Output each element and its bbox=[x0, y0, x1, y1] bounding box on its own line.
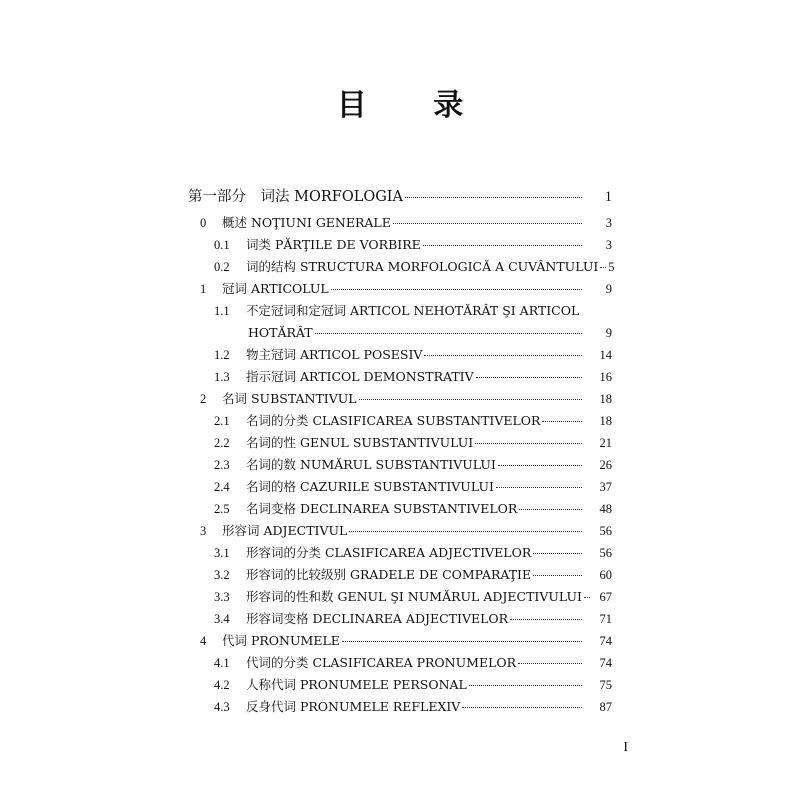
table-of-contents bbox=[0, 184, 800, 718]
toc-entry[interactable] bbox=[0, 278, 800, 300]
toc-entry-number: 1 bbox=[200, 282, 207, 296]
toc-dot-leader bbox=[331, 289, 582, 290]
toc-entry-label: 名词的格 CAZURILE SUBSTANTIVULUI bbox=[246, 479, 494, 494]
toc-entry-page: 74 bbox=[599, 634, 612, 648]
toc-dot-leader bbox=[405, 197, 582, 198]
toc-dot-leader bbox=[469, 685, 582, 686]
toc-entry-number: 2.2 bbox=[214, 436, 230, 450]
toc-entry-text bbox=[0, 432, 473, 454]
toc-entry[interactable] bbox=[0, 476, 800, 498]
toc-entry-page: 75 bbox=[599, 678, 612, 692]
toc-dot-leader bbox=[600, 267, 606, 268]
toc-entry-number: 1.2 bbox=[214, 348, 230, 362]
toc-entry-page: 56 bbox=[599, 524, 612, 538]
toc-entry-text bbox=[0, 520, 347, 542]
toc-entry-label: 概述 NOŢIUNI GENERALE bbox=[222, 215, 391, 230]
toc-entry-text bbox=[0, 586, 582, 608]
toc-dot-leader bbox=[315, 333, 582, 334]
toc-entry[interactable] bbox=[0, 432, 800, 454]
toc-dot-leader bbox=[533, 553, 582, 554]
page-title: 目 录 bbox=[336, 88, 492, 123]
toc-entry-page: 18 bbox=[599, 392, 612, 406]
toc-entry-label: 名词 SUBSTANTIVUL bbox=[222, 391, 357, 406]
toc-entry[interactable] bbox=[0, 542, 800, 564]
toc-entry-text bbox=[0, 454, 496, 476]
toc-dot-leader bbox=[498, 465, 582, 466]
toc-entry-page: 67 bbox=[599, 590, 612, 604]
toc-dot-leader bbox=[342, 641, 582, 642]
toc-dot-leader bbox=[393, 223, 582, 224]
toc-entry-text bbox=[0, 674, 467, 696]
toc-entry-number: 0.1 bbox=[214, 238, 230, 252]
toc-entry-page: 9 bbox=[605, 326, 612, 340]
toc-entry-label: 名词的数 NUMĂRUL SUBSTANTIVULUI bbox=[246, 457, 496, 472]
toc-entry-page: 1 bbox=[604, 189, 612, 205]
toc-dot-leader bbox=[584, 597, 590, 598]
toc-entry-number: 2.3 bbox=[214, 458, 230, 472]
toc-dot-leader bbox=[359, 399, 582, 400]
toc-entry-text bbox=[0, 212, 391, 234]
toc-entry-label: HOTĂRÂT bbox=[248, 325, 313, 340]
toc-entry-label: 词类 PĂRŢILE DE VORBIRE bbox=[246, 237, 421, 252]
toc-entry[interactable] bbox=[0, 212, 800, 234]
toc-entry[interactable] bbox=[0, 608, 800, 630]
toc-entry-label: 冠词 ARTICOLUL bbox=[222, 281, 329, 296]
toc-entry-text bbox=[0, 300, 579, 322]
toc-entry[interactable] bbox=[0, 498, 800, 520]
toc-entry-text bbox=[0, 498, 517, 520]
toc-entry-label: 代词 PRONUMELE bbox=[222, 633, 340, 648]
toc-dot-leader bbox=[533, 575, 582, 576]
toc-entry-text bbox=[0, 278, 329, 300]
toc-entry-label: 形容词 ADJECTIVUL bbox=[222, 523, 348, 538]
toc-entry-number: 3.1 bbox=[214, 546, 230, 560]
toc-entry-page: 60 bbox=[599, 568, 612, 582]
toc-dot-leader bbox=[475, 443, 582, 444]
toc-entry-number: 2.1 bbox=[214, 414, 230, 428]
toc-entry-label: 名词的性 GENUL SUBSTANTIVULUI bbox=[246, 435, 474, 450]
toc-entry-label: 形容词的分类 CLASIFICAREA ADJECTIVELOR bbox=[246, 545, 532, 560]
toc-entry-label: 形容词变格 DECLINAREA ADJECTIVELOR bbox=[246, 611, 509, 626]
toc-entry-label: 形容词的比较级别 GRADELE DE COMPARAŢIE bbox=[246, 567, 532, 582]
toc-entry-page: 26 bbox=[599, 458, 612, 472]
toc-entry-text bbox=[0, 564, 531, 586]
toc-entry-number: 3.2 bbox=[214, 568, 230, 582]
toc-entry-text bbox=[0, 322, 313, 344]
toc-entry[interactable] bbox=[0, 630, 800, 652]
toc-entry[interactable] bbox=[0, 344, 800, 366]
toc-entry[interactable] bbox=[0, 366, 800, 388]
toc-entry-text bbox=[0, 652, 516, 674]
toc-dot-leader bbox=[423, 245, 582, 246]
toc-entry-page: 16 bbox=[599, 370, 612, 384]
toc-entry[interactable] bbox=[0, 454, 800, 476]
toc-dot-leader bbox=[519, 509, 582, 510]
toc-entry[interactable] bbox=[0, 388, 800, 410]
toc-entry-number: 1.1 bbox=[214, 304, 230, 318]
toc-entry-text bbox=[0, 184, 403, 210]
toc-entry-page: 14 bbox=[599, 348, 612, 362]
toc-entry-page: 48 bbox=[599, 502, 612, 516]
toc-entry-label: 第一部分 词法 MORFOLOGIA bbox=[188, 189, 404, 205]
toc-entry-number: 4 bbox=[200, 634, 207, 648]
toc-entry-label: 指示冠词 ARTICOL DEMONSTRATIV bbox=[246, 369, 474, 384]
toc-entry-page: 18 bbox=[599, 414, 612, 428]
toc-entry-label: 名词的分类 CLASIFICAREA SUBSTANTIVELOR bbox=[246, 413, 541, 428]
toc-entry[interactable] bbox=[0, 652, 800, 674]
toc-entry-text bbox=[0, 366, 474, 388]
toc-entry-text bbox=[0, 234, 421, 256]
toc-entry-text bbox=[0, 476, 494, 498]
toc-dot-leader bbox=[518, 663, 582, 664]
toc-entry-text bbox=[0, 410, 540, 432]
toc-dot-leader bbox=[542, 421, 582, 422]
page-number: I bbox=[623, 740, 628, 755]
toc-entry-label: 人称代词 PRONUMELE PERSONAL bbox=[246, 677, 467, 692]
toc-entry-text bbox=[0, 388, 357, 410]
toc-entry[interactable] bbox=[0, 234, 800, 256]
toc-entry[interactable] bbox=[0, 256, 800, 278]
toc-entry-text bbox=[0, 630, 340, 652]
toc-entry[interactable] bbox=[0, 184, 800, 210]
toc-entry-number: 3 bbox=[200, 524, 207, 538]
toc-entry[interactable] bbox=[0, 520, 800, 542]
toc-entry-number: 0 bbox=[200, 216, 207, 230]
toc-entry-label: 名词变格 DECLINAREA SUBSTANTIVELOR bbox=[246, 501, 518, 516]
toc-dot-leader bbox=[349, 531, 582, 532]
toc-entry-label: 形容词的性和数 GENUL ŞI NUMĂRUL ADJECTIVULUI bbox=[246, 589, 582, 604]
toc-dot-leader bbox=[496, 487, 582, 488]
toc-entry-page: 71 bbox=[599, 612, 612, 626]
toc-entry-page: 9 bbox=[605, 282, 612, 296]
toc-entry[interactable] bbox=[0, 696, 800, 718]
toc-entry-number: 4.3 bbox=[214, 700, 230, 714]
toc-entry-number: 4.1 bbox=[214, 656, 230, 670]
toc-entry-page: 3 bbox=[605, 238, 612, 252]
toc-entry-number: 1.3 bbox=[214, 370, 230, 384]
toc-entry-number: 4.2 bbox=[214, 678, 230, 692]
toc-entry-page: 87 bbox=[599, 700, 612, 714]
toc-entry-number: 0.2 bbox=[214, 260, 230, 274]
toc-dot-leader bbox=[510, 619, 582, 620]
toc-entry-page: 21 bbox=[599, 436, 612, 450]
toc-entry[interactable] bbox=[0, 410, 800, 432]
toc-entry-number: 2.4 bbox=[214, 480, 230, 494]
toc-entry[interactable] bbox=[0, 586, 800, 608]
toc-entry-label: 词的结构 STRUCTURA MORFOLOGICĂ A CUVÂNTULUI bbox=[246, 259, 599, 274]
toc-dot-leader bbox=[424, 355, 582, 356]
toc-entry-number: 2 bbox=[200, 392, 207, 406]
toc-entry-text bbox=[0, 256, 598, 278]
toc-entry-label: 反身代词 PRONUMELE REFLEXIV bbox=[246, 699, 461, 714]
toc-entry-number: 3.4 bbox=[214, 612, 230, 626]
toc-entry-page: 74 bbox=[599, 656, 612, 670]
toc-dot-leader bbox=[462, 707, 582, 708]
toc-entry[interactable] bbox=[0, 300, 800, 322]
toc-entry-label: 代词的分类 CLASIFICAREA PRONUMELOR bbox=[246, 655, 517, 670]
toc-entry-label: 物主冠词 ARTICOL POSESIV bbox=[246, 347, 423, 362]
toc-entry[interactable] bbox=[0, 322, 800, 344]
toc-entry-page: 3 bbox=[605, 216, 612, 230]
toc-entry-number: 2.5 bbox=[214, 502, 230, 516]
toc-entry[interactable] bbox=[0, 674, 800, 696]
toc-entry-number: 3.3 bbox=[214, 590, 230, 604]
toc-entry-page: 37 bbox=[599, 480, 612, 494]
toc-entry-page: 5 bbox=[608, 260, 615, 274]
toc-dot-leader bbox=[476, 377, 582, 378]
toc-entry-label: 不定冠词和定冠词 ARTICOL NEHOTĂRÂT ŞI ARTICOL bbox=[246, 303, 580, 318]
toc-entry-text bbox=[0, 696, 460, 718]
toc-entry-text bbox=[0, 344, 422, 366]
toc-entry-text bbox=[0, 608, 508, 630]
toc-entry-page: 56 bbox=[599, 546, 612, 560]
toc-entry-text bbox=[0, 542, 531, 564]
toc-entry[interactable] bbox=[0, 564, 800, 586]
